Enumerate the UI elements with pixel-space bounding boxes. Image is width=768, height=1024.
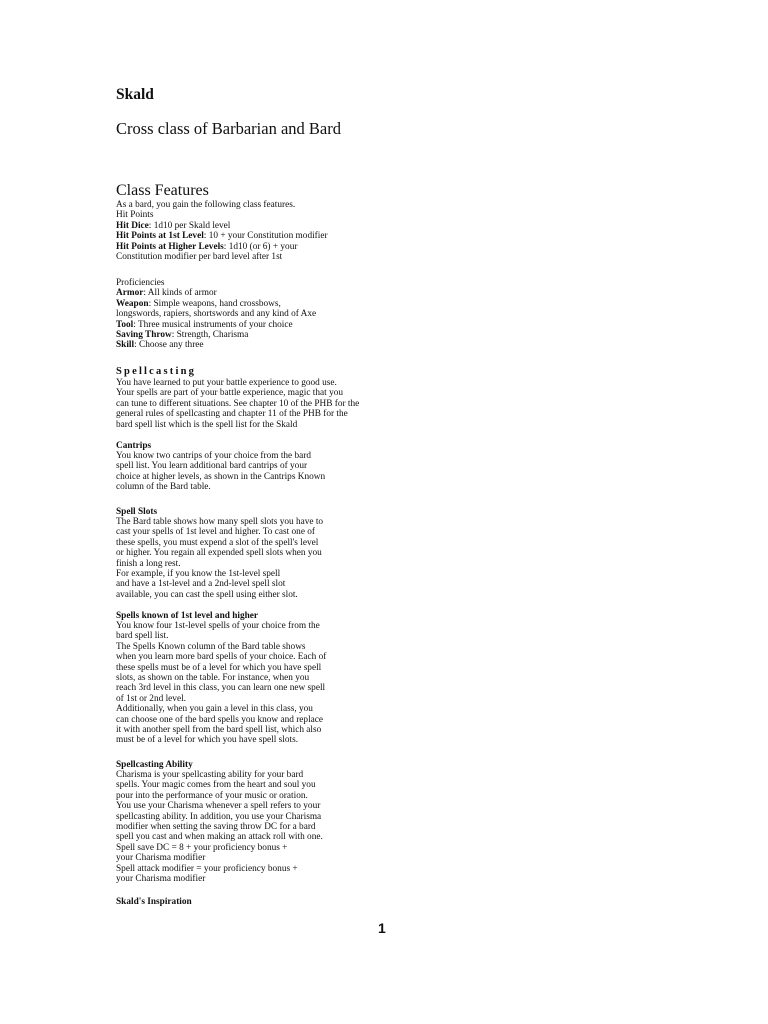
spellcasting-body [116,378,416,430]
text-line: your Charisma modifier [116,874,206,885]
spellcasting-ability-body [116,770,416,884]
armor-line [116,288,416,298]
text-line: spell list. You learn additional bard cantrips of your [116,461,308,472]
text-line: bard spell list. [116,631,169,642]
text-line: You know four 1st-level spells of your choice from the [116,621,320,631]
spellcasting-heading: Spellcasting [116,366,197,377]
proficiencies-heading: Proficiencies [116,278,165,288]
spellcasting-ability-heading: Spellcasting Ability [116,760,193,770]
text-line: reach 3rd level in this class, you can learn one new spell [116,683,326,694]
text-line: You know two cantrips of your choice from the bard [116,451,312,461]
text-line: and have a 1st-level and a 2nd-level spell slot [116,579,286,590]
text-line: The Spells Known column of the Bard table shows [116,641,306,652]
cantrips-body [116,451,416,493]
text-line: your Charisma modifier [116,853,206,864]
spell-slots-heading: Spell Slots [116,507,158,517]
text-line: The Bard table shows how many spell slots you have to [116,517,324,527]
weapon-text: : Simple weapons, hand crossbows, [148,298,281,309]
hit-dice-text: : 1d10 per Skald level [148,220,231,231]
weapon-line [116,299,416,309]
text-line: spells. Your magic comes from the heart and soul you [116,780,316,791]
spells-known-heading: Spells known of 1st level and higher [116,611,259,621]
text-line: these spells, you must expend a slot of the spell's level [116,537,319,548]
weapon-label: Weapon [116,298,149,309]
text-line: You have learned to put your battle experience to good use. [116,378,337,388]
page-number: 1 [378,920,386,936]
text-line: choice at higher levels, as shown in the Cantrips Known [116,471,326,482]
cantrips-heading: Cantrips [116,441,152,451]
hit-dice-line [116,221,416,231]
text-line: column of the Bard table. [116,482,211,493]
armor-label: Armor [116,288,144,299]
tool-text: : Three musical instruments of your choice [133,319,293,330]
text-line: pour into the performance of your music or oration. [116,790,308,801]
hp-first-line [116,231,416,241]
hp-higher-line [116,242,416,252]
text-line: bard spell list which is the spell list for the Skald [116,419,298,430]
text-line: finish a long rest. [116,558,181,569]
class-features-heading: Class Features [116,182,209,199]
text-line: can choose one of the bard spells you know and replace [116,714,324,725]
text-line: Spell attack modifier = your proficiency bonus + [116,863,298,874]
text-line: must be of a level for which you have spell slots. [116,735,299,746]
document-title: Skald [116,86,154,103]
text-line: available, you can cast the spell using either slot. [116,589,298,600]
document-subtitle: Cross class of Barbarian and Bard [116,119,341,138]
proficiencies-section [116,278,416,351]
skill-text: : Choose any three [134,340,204,351]
text-line: Additionally, when you gain a level in this class, you [116,704,313,715]
hp-higher-text: : 1d10 (or 6) + your [223,241,298,252]
tool-line [116,320,416,330]
text-line: or higher. You regain all expended spell slots when you [116,548,322,559]
spell-slots-body [116,517,416,600]
text-line: spell you cast and when making an attack roll with one. [116,832,323,843]
text-line: general rules of spellcasting and chapter 11 of the PHB for the [116,409,348,420]
hit-dice-label: Hit Dice [116,220,149,231]
text-line: spellcasting ability. In addition, you use your Charisma [116,811,322,822]
tool-label: Tool [116,319,134,330]
text-line: slots, as shown on the table. For instance, when you [116,673,310,684]
text-line: of 1st or 2nd level. [116,693,186,704]
hp-higher-continued: Constitution modifier per bard level after 1st [116,252,283,263]
saving-throw-line [116,330,416,340]
text-line: cast your spells of 1st level and higher. To cast one of [116,527,316,538]
hit-points-label: Hit Points [116,210,154,221]
text-line: these spells must be of a level for which you have spell [116,662,322,673]
saving-throw-text: : Strength, Charisma [171,330,249,341]
spells-known-body [116,621,416,746]
class-features-intro: As a bard, you gain the following class features. [116,200,296,210]
text-line: Spell save DC = 8 + your proficiency bonus + [116,842,288,853]
hp-higher-label: Hit Points at Higher Levels [116,241,224,252]
text-line: You use your Charisma whenever a spell refers to your [116,801,321,812]
text-line: Your spells are part of your battle experience, magic that you [116,388,344,399]
weapon-continued: longswords, rapiers, shortswords and any kind of Axe [116,309,317,320]
text-line: modifier when setting the saving throw DC for a bard [116,822,316,833]
saving-throw-label: Saving Throw [116,330,172,341]
hp-first-label: Hit Points at 1st Level [116,231,204,242]
text-line: it with another spell from the bard spell list, which also [116,725,322,736]
class-features-section [116,200,416,262]
skalds-inspiration-heading: Skald's Inspiration [116,897,192,907]
text-line: can tune to different situations. See chapter 10 of the PHB for the [116,398,360,409]
text-line: For example, if you know the 1st-level spell [116,569,281,580]
text-line: Charisma is your spellcasting ability for your bard [116,770,304,780]
hp-first-text: : 10 + your Constitution modifier [203,231,328,242]
skill-line [116,340,416,350]
text-line: when you learn more bard spells of your choice. Each of [116,652,327,663]
armor-text: : All kinds of armor [143,288,217,299]
skill-label: Skill [116,340,135,351]
